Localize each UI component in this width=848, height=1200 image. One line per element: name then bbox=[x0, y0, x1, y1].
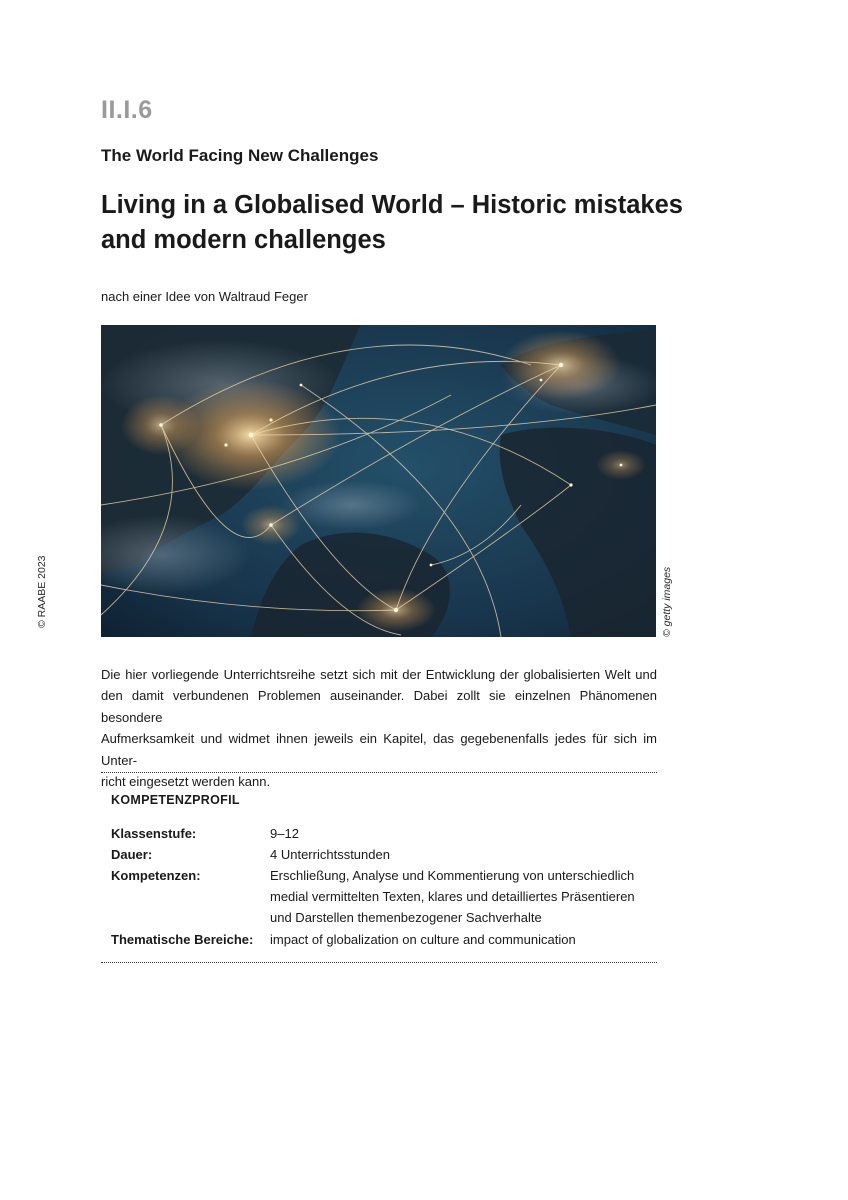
intro-line: Die hier vorliegende Unterrichtsreihe setzt sich mit der Entwicklung der globalisierten Welt und bbox=[101, 667, 657, 682]
profile-value-line: impact of globalization on culture and communication bbox=[270, 932, 576, 947]
profile-value-line: und Darstellen themenbezogener Sachverhalte bbox=[270, 910, 542, 926]
intro-line: Aufmerksamkeit und widmet ihnen jeweils ein Kapitel, das gegebenenfalls jedes für sich im Unter- bbox=[101, 731, 657, 768]
copyright-margin-note: © RAABE 2023 bbox=[36, 555, 48, 628]
page-title bbox=[101, 188, 701, 258]
intro-line: den damit verbundenen Problemen auseinander. Dabei zollt sie einzelnen Phänomenen besondere bbox=[101, 688, 657, 725]
author-line: nach einer Idee von Waltraud Feger bbox=[101, 289, 308, 304]
profile-value bbox=[270, 865, 650, 929]
image-credit: © getty images bbox=[661, 566, 673, 637]
earth-at-night-image bbox=[101, 325, 656, 637]
series-title: The World Facing New Challenges bbox=[101, 146, 379, 165]
profile-label: Klassenstufe: bbox=[111, 826, 197, 841]
profile-value bbox=[270, 844, 650, 865]
profile-value-line: 9–12 bbox=[270, 826, 299, 841]
profile-divider-top bbox=[101, 772, 657, 773]
page-title-line: and modern challenges bbox=[101, 226, 386, 254]
profile-value bbox=[270, 929, 650, 950]
profile-value-line: 4 Unterrichtsstunden bbox=[270, 847, 390, 862]
profile-value-line: medial vermittelten Texten, klares und detailliertes Präsentieren bbox=[270, 889, 635, 905]
section-code: II.I.6 bbox=[101, 96, 153, 124]
profile-label: Kompetenzen: bbox=[111, 868, 201, 883]
intro-line: richt eingesetzt werden kann. bbox=[101, 774, 271, 790]
page-title-line: Living in a Globalised World – Historic mistakes bbox=[101, 191, 683, 219]
profile-value bbox=[270, 823, 650, 844]
profile-value-line: Erschließung, Analyse und Kommentierung von unterschiedlich bbox=[270, 868, 635, 883]
profile-divider-bottom bbox=[101, 962, 657, 963]
profile-label: Dauer: bbox=[111, 847, 153, 862]
profile-label: Thematische Bereiche: bbox=[111, 932, 254, 947]
profile-heading: KOMPETENZPROFIL bbox=[111, 793, 240, 807]
intro-paragraph bbox=[101, 664, 657, 792]
